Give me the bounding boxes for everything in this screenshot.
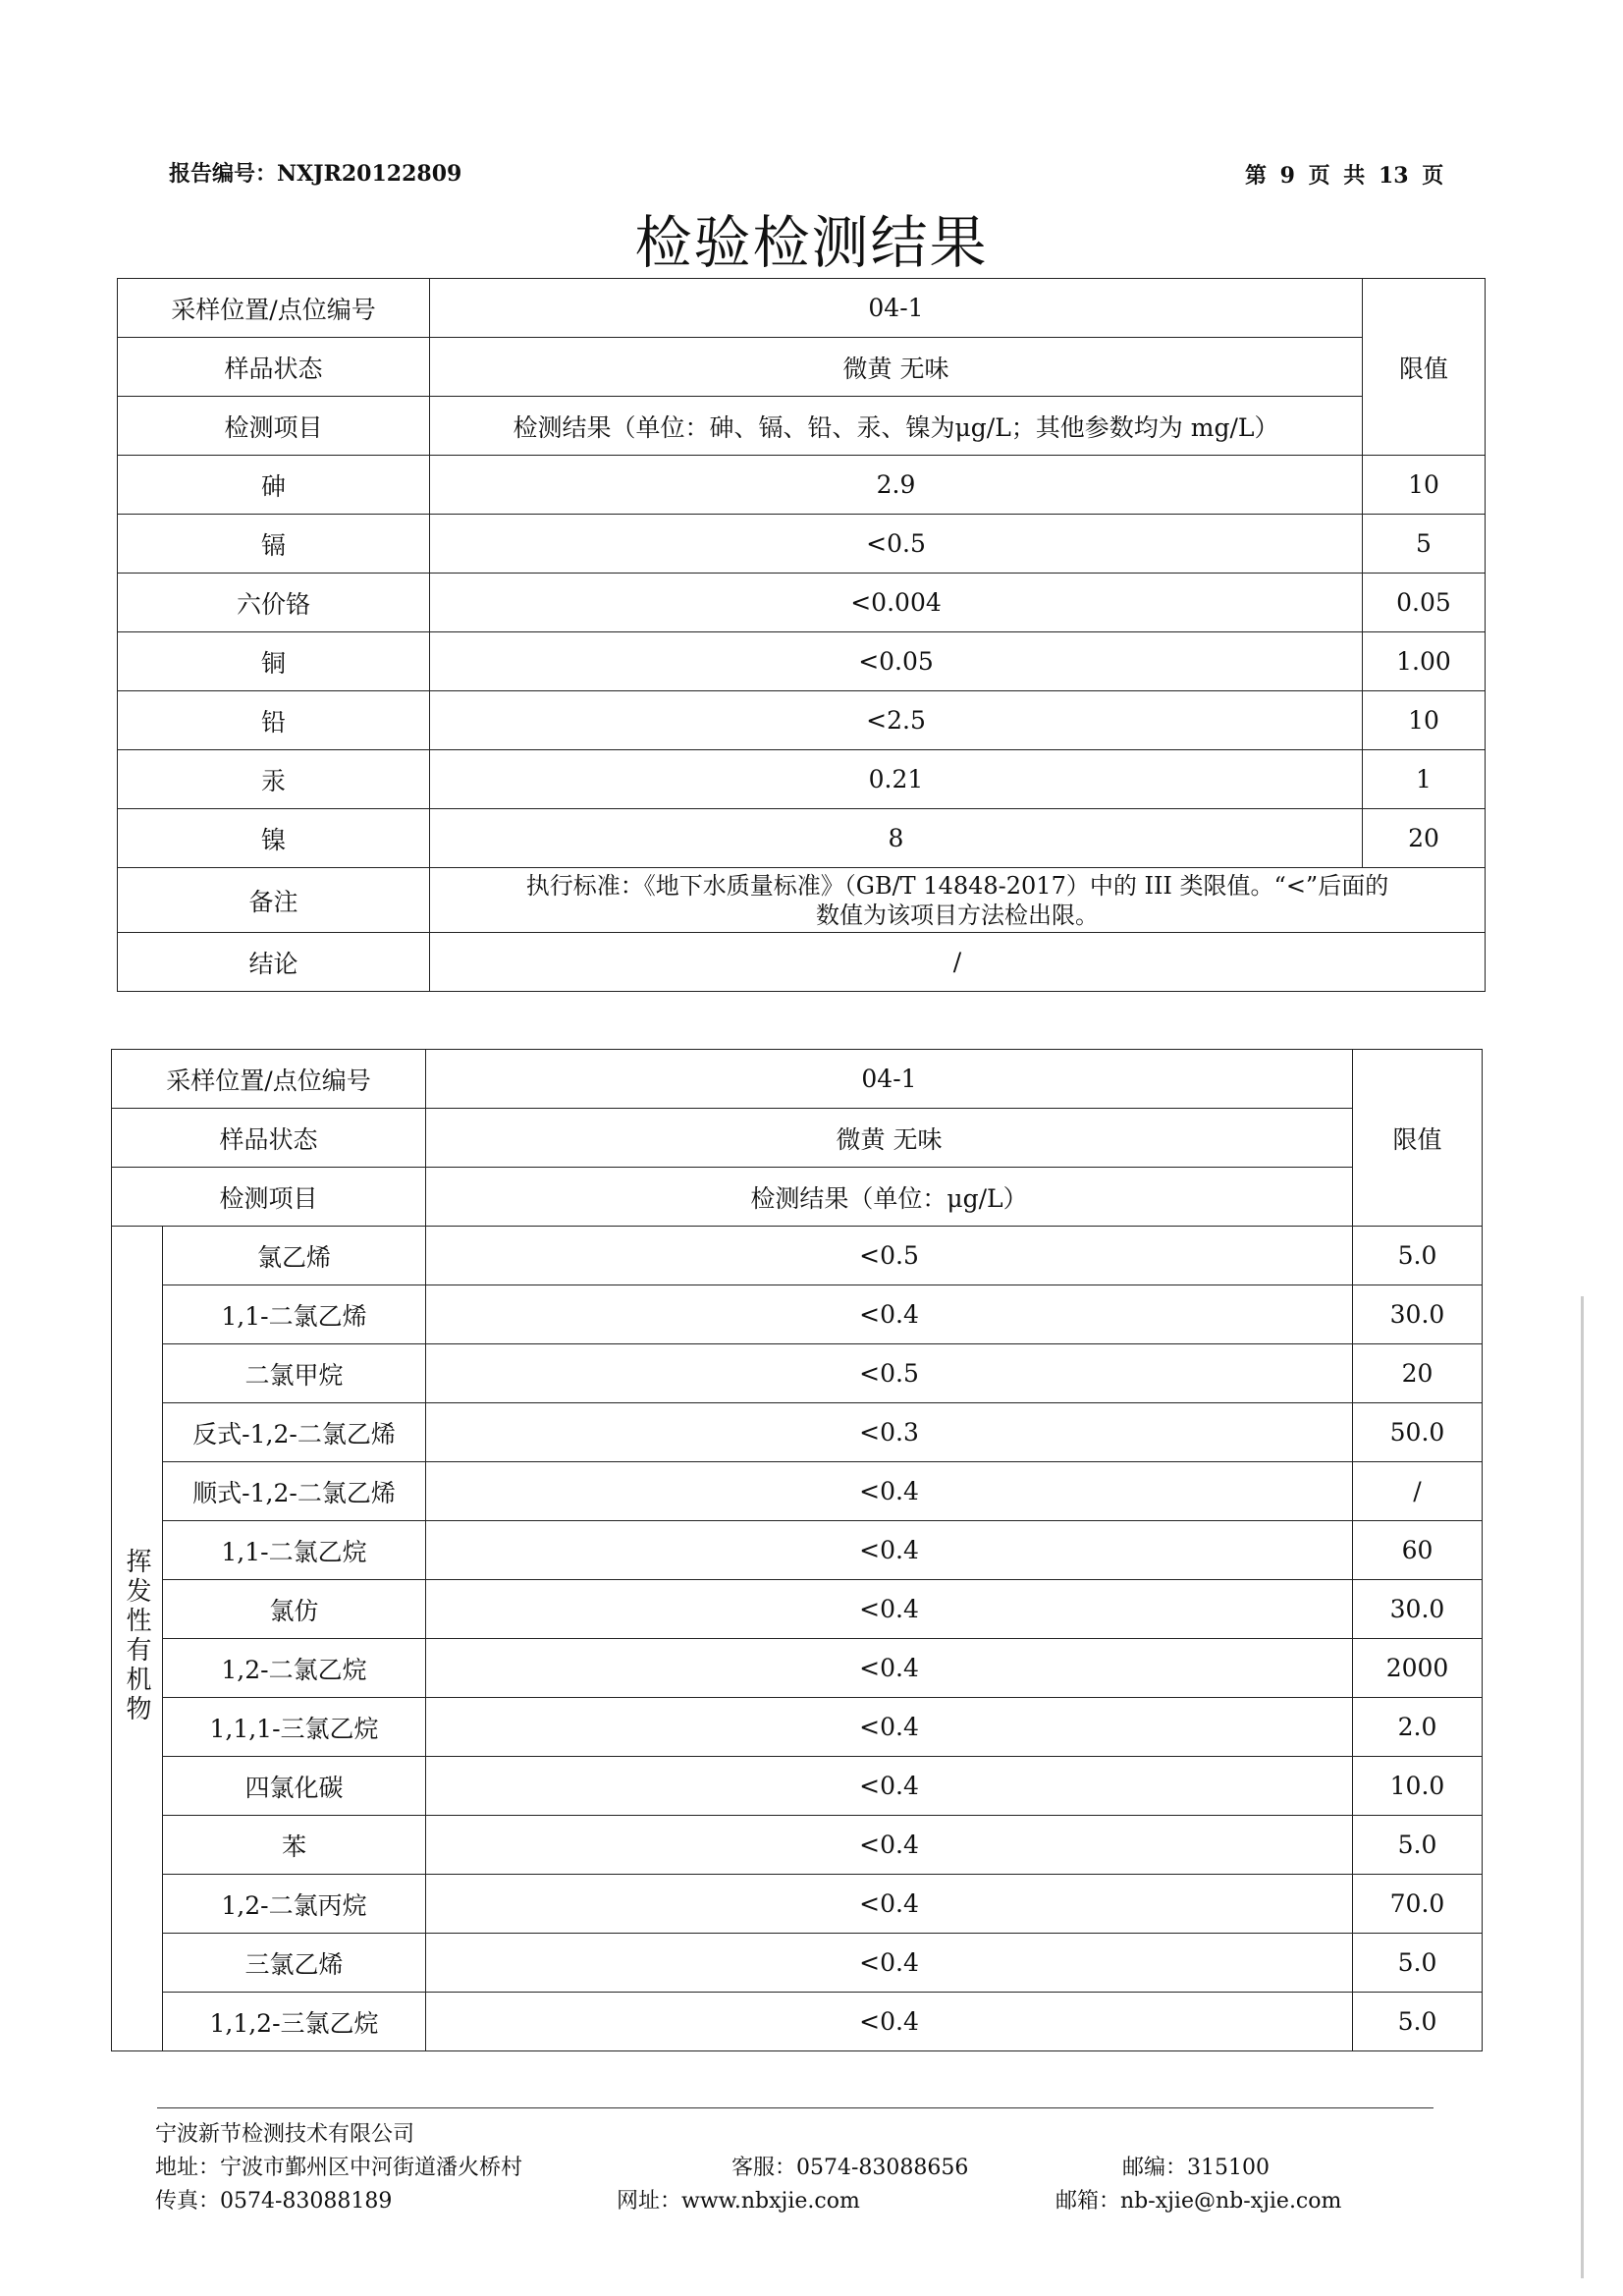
row-result: <0.4 [426,1875,1353,1934]
row-result: <0.5 [430,515,1363,574]
row-result: 0.21 [430,750,1363,809]
row-name: 镉 [118,515,430,574]
row-result: <0.4 [426,1934,1353,1993]
row-limit: 10 [1363,456,1486,515]
table-row [112,1993,1483,2051]
row-limit: 2.0 [1353,1698,1483,1757]
row-result: <0.4 [426,1757,1353,1816]
remark-text [430,868,1486,933]
footer-service: 客服：0574-83088656 [731,2156,969,2180]
group-label [112,1227,163,2051]
row-limit: 70.0 [1353,1875,1483,1934]
row-name: 铅 [118,691,430,750]
table-row [118,574,1486,632]
sample-state-value: 微黄 无味 [430,338,1363,397]
table-row [112,1403,1483,1462]
row-name: 汞 [118,750,430,809]
row-name: 1,1-二氯乙烷 [163,1521,426,1580]
group-label-text: 挥发性有机物 [122,1547,151,1724]
voc-table [111,1049,1483,2051]
table-row [112,1757,1483,1816]
row-limit: 5.0 [1353,1934,1483,1993]
result-header: 检测结果（单位：μg/L） [426,1168,1353,1227]
row-result: <0.4 [426,1639,1353,1698]
remark-line-2: 数值为该项目方法检出限。 [816,901,1099,929]
sample-location-value: 04-1 [426,1050,1353,1109]
row-name: 1,1,1-三氯乙烷 [163,1698,426,1757]
row-result: <0.5 [426,1344,1353,1403]
table-row [112,1462,1483,1521]
table-row [118,456,1486,515]
row-limit: 60 [1353,1521,1483,1580]
row-name: 三氯乙烯 [163,1934,426,1993]
sample-location-label: 采样位置/点位编号 [118,279,430,338]
row-limit: 1 [1363,750,1486,809]
table-row [112,1639,1483,1698]
row-name: 顺式-1,2-二氯乙烯 [163,1462,426,1521]
table-row [118,515,1486,574]
page-title: 检验检测结果 [634,209,989,276]
table-row [118,691,1486,750]
heavy-metals-table [117,278,1486,992]
row-limit: 10.0 [1353,1757,1483,1816]
remark-label: 备注 [118,868,430,933]
row-result: <0.4 [426,1285,1353,1344]
table-row [112,1698,1483,1757]
footer-company: 宁波新节检测技术有限公司 [155,2122,415,2147]
table-row [112,1816,1483,1875]
row-limit: 30.0 [1353,1285,1483,1344]
row-result: <0.4 [426,1580,1353,1639]
row-result: <0.4 [426,1521,1353,1580]
row-result: <0.4 [426,1698,1353,1757]
row-limit: 10 [1363,691,1486,750]
row-name: 氯乙烯 [163,1227,426,1285]
row-name: 四氯化碳 [163,1757,426,1816]
row-name: 六价铬 [118,574,430,632]
heavy-metals-rows [118,456,1486,868]
table-row [112,1227,1483,1285]
footer-postcode: 邮编：315100 [1122,2156,1270,2180]
limit-header: 限值 [1353,1050,1483,1227]
result-header: 检测结果（单位：砷、镉、铅、汞、镍为μg/L；其他参数均为 mg/L） [430,397,1363,456]
row-name: 1,1-二氯乙烯 [163,1285,426,1344]
table-row [118,809,1486,868]
sample-state-label: 样品状态 [112,1109,426,1168]
footer-address: 地址：宁波市鄞州区中河街道潘火桥村 [155,2156,523,2180]
row-name: 镍 [118,809,430,868]
row-name: 铜 [118,632,430,691]
row-limit: 0.05 [1363,574,1486,632]
remark-line-1: 执行标准：《地下水质量标准》（GB/T 14848-2017）中的 III 类限值。“<”后面的 [525,871,1389,900]
row-limit: 5.0 [1353,1227,1483,1285]
row-limit: 50.0 [1353,1403,1483,1462]
table-row [112,1875,1483,1934]
row-result: <2.5 [430,691,1363,750]
row-name: 1,2-二氯乙烷 [163,1639,426,1698]
row-limit: 5.0 [1353,1993,1483,2051]
scan-edge-line [1581,1296,1584,2278]
row-result: <0.4 [426,1462,1353,1521]
row-result: 2.9 [430,456,1363,515]
row-limit: 5.0 [1353,1816,1483,1875]
row-name: 苯 [163,1816,426,1875]
row-limit: 20 [1353,1344,1483,1403]
row-limit: 1.00 [1363,632,1486,691]
table-row [112,1344,1483,1403]
table-row [118,750,1486,809]
item-header: 检测项目 [112,1168,426,1227]
conclusion-value: / [430,933,1486,992]
sample-state-label: 样品状态 [118,338,430,397]
row-result: <0.5 [426,1227,1353,1285]
row-limit: 5 [1363,515,1486,574]
limit-header: 限值 [1363,279,1486,456]
page-indicator: 第 9 页 共 13 页 [1245,163,1444,189]
row-name: 氯仿 [163,1580,426,1639]
row-result: <0.4 [426,1993,1353,2051]
row-name: 砷 [118,456,430,515]
row-limit: 2000 [1353,1639,1483,1698]
row-limit: / [1353,1462,1483,1521]
row-limit: 20 [1363,809,1486,868]
row-result: <0.004 [430,574,1363,632]
footer-email: 邮箱：nb-xjie@nb-xjie.com [1055,2189,1342,2214]
row-result: <0.3 [426,1403,1353,1462]
voc-rows [112,1227,1483,2051]
sample-location-value: 04-1 [430,279,1363,338]
item-header: 检测项目 [118,397,430,456]
footer-divider [157,2107,1434,2108]
row-name: 1,2-二氯丙烷 [163,1875,426,1934]
row-limit: 30.0 [1353,1580,1483,1639]
row-name: 二氯甲烷 [163,1344,426,1403]
table-row [112,1580,1483,1639]
conclusion-label: 结论 [118,933,430,992]
table-row [112,1285,1483,1344]
report-number: 报告编号：NXJR20122809 [169,161,462,187]
row-result: <0.05 [430,632,1363,691]
row-name: 1,1,2-三氯乙烷 [163,1993,426,2051]
footer-fax: 传真：0574-83088189 [155,2189,393,2214]
sample-location-label: 采样位置/点位编号 [112,1050,426,1109]
table-row [112,1521,1483,1580]
row-result: 8 [430,809,1363,868]
footer-website: 网址：www.nbxjie.com [617,2189,860,2214]
row-result: <0.4 [426,1816,1353,1875]
sample-state-value: 微黄 无味 [426,1109,1353,1168]
table-row [112,1934,1483,1993]
table-row [118,632,1486,691]
row-name: 反式-1,2-二氯乙烯 [163,1403,426,1462]
